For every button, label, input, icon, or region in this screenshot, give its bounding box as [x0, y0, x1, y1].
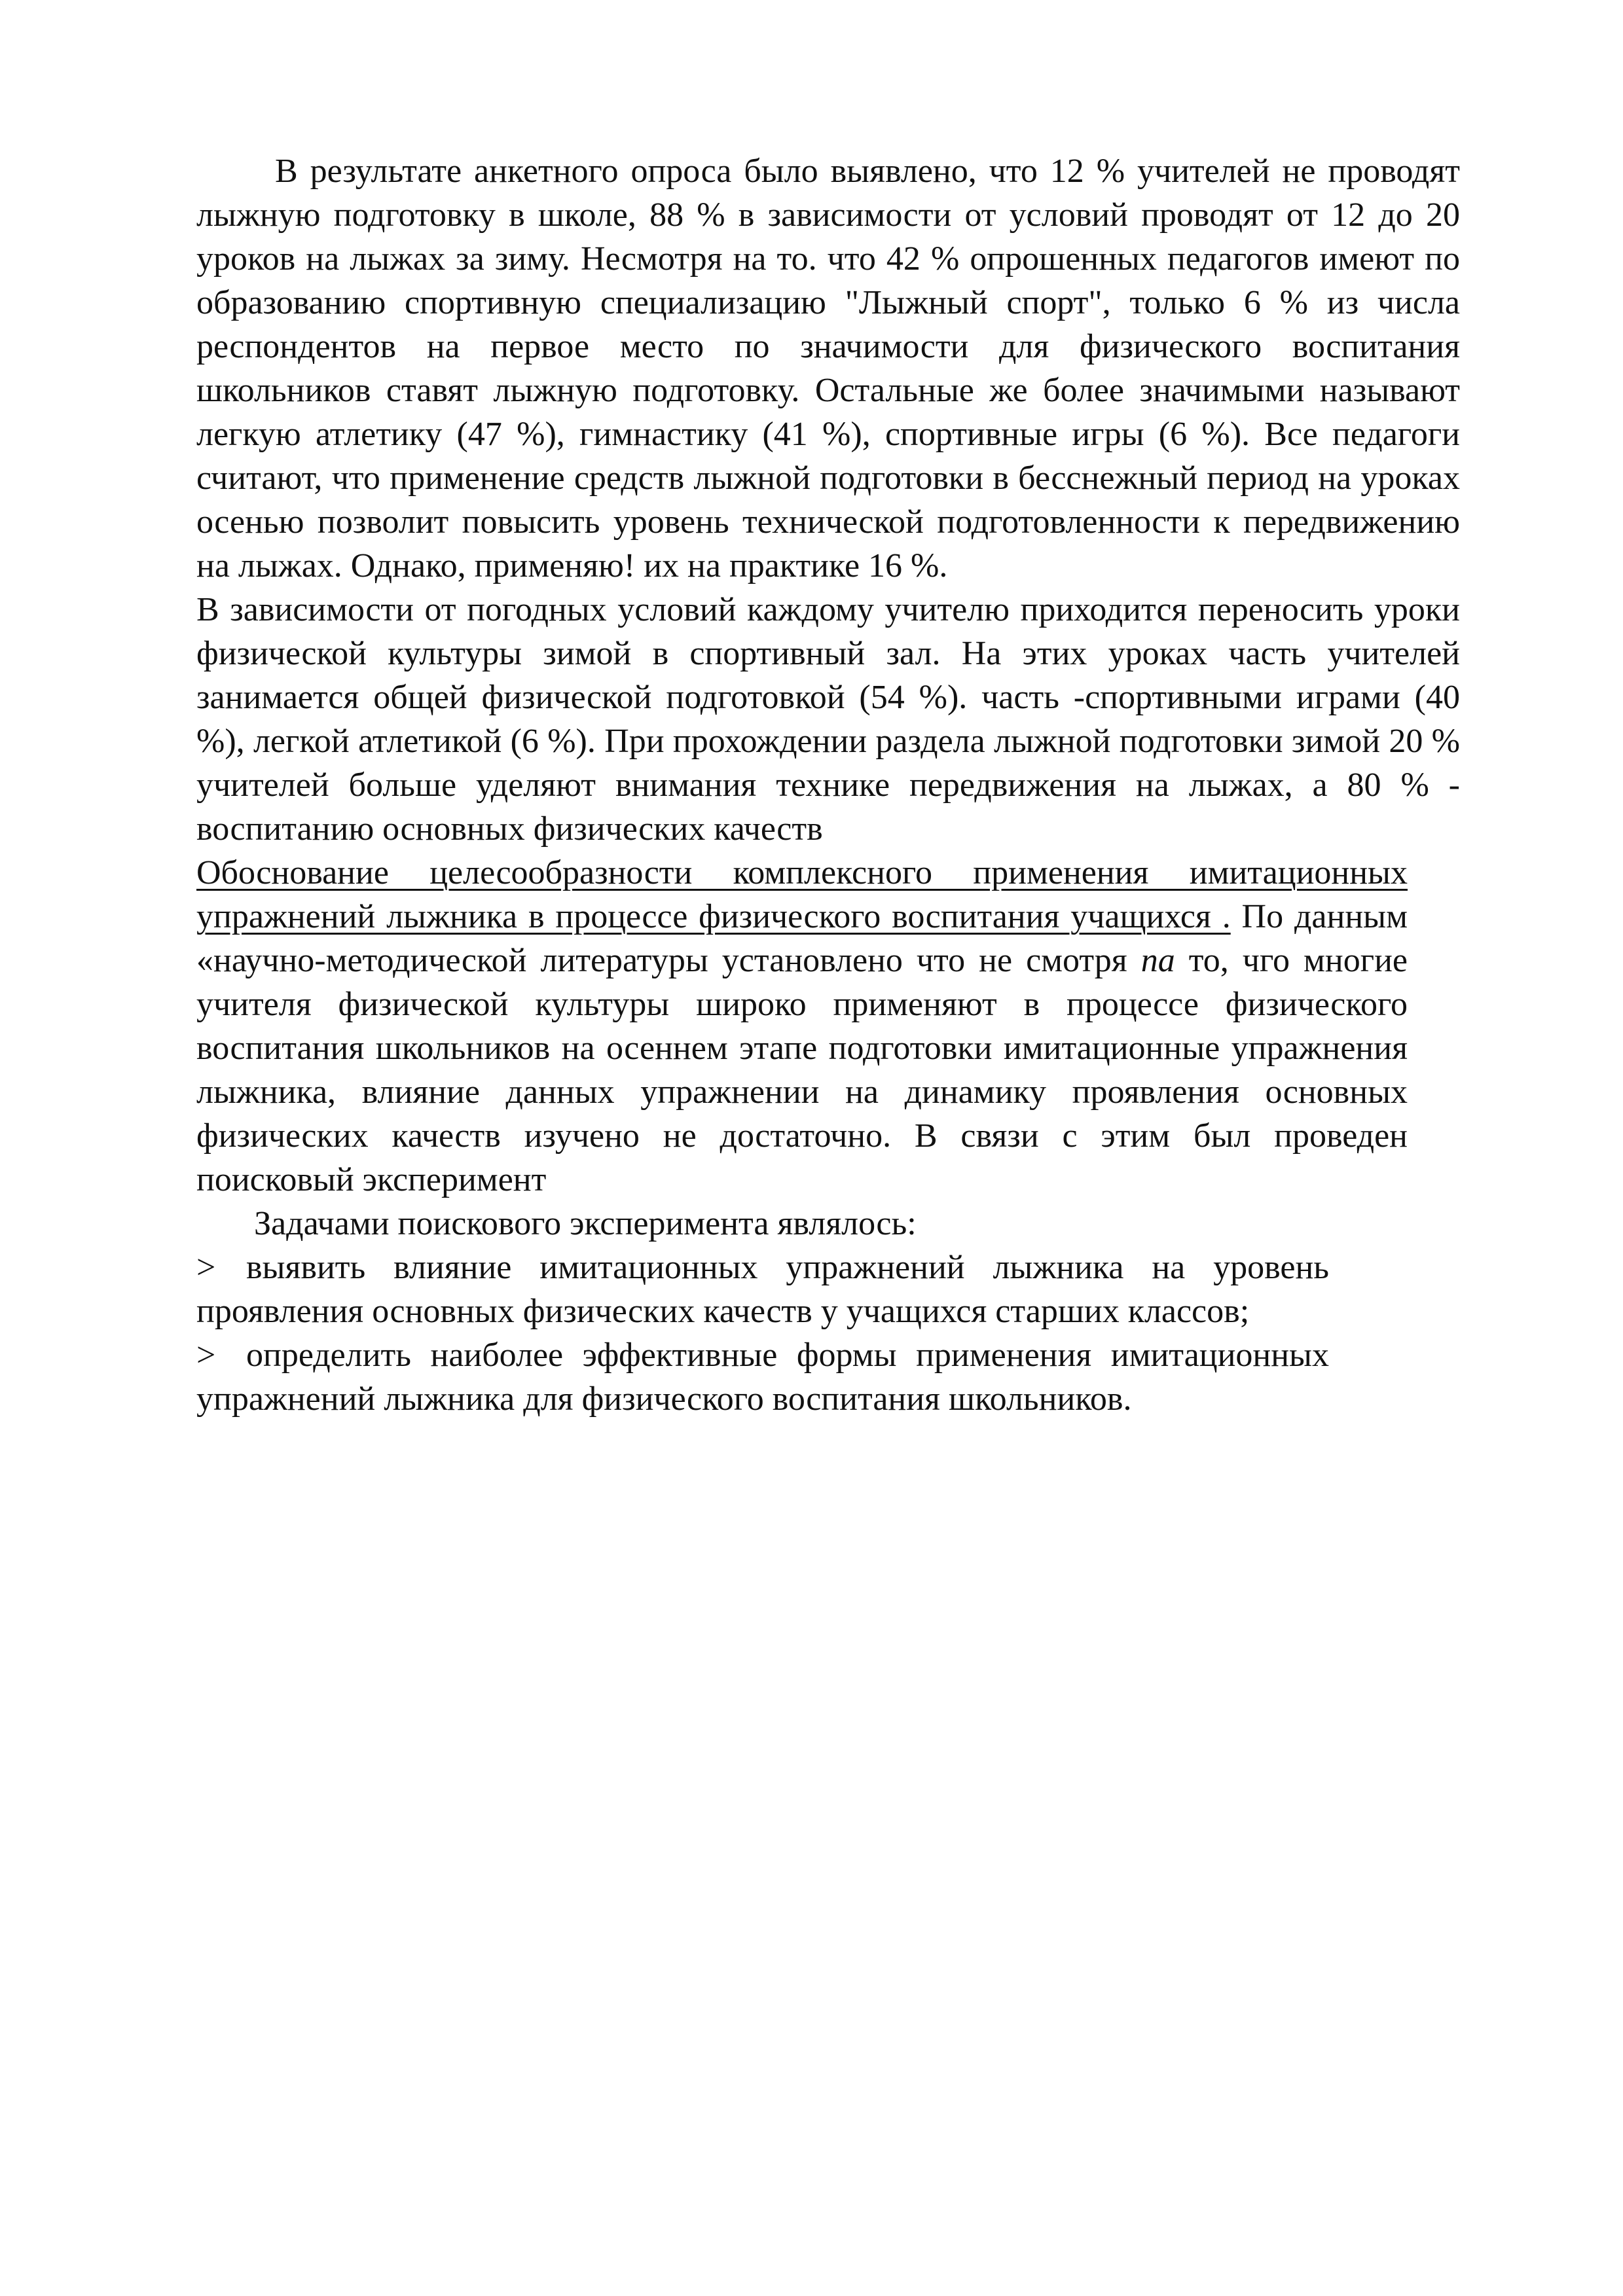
rationale-paragraph	[196, 851, 1408, 1202]
rationale-text-part-2: то, чго многие учителя физической культуры широко применяют в процессе физического воспитания школьников на осеннем этапе подготовки имитационные упражнения лыжника, влияние данных упражнении на динамику проявления основных физических качеств изучено не достаточно. В связи с этим был проведен поисковый эксперимент	[196, 942, 1408, 1198]
rationale-text-part-1: По данным «научно-методической литературы установлено что не смотря	[196, 898, 1408, 979]
task-2-text: определить наиболее эффективные формы применения имитационных упражнений лыжника для физического воспитания школьников.	[196, 1336, 1329, 1418]
section-heading: Обоснование целесообразности комплексного применения имитационных упражнений лыжника в процессе физического воспитания учащихся .	[196, 854, 1408, 935]
task-1-text: выявить влияние имитационных упражнений лыжника на уровень проявления основных физических качеств у учащихся старших классов;	[196, 1249, 1329, 1330]
document-body	[196, 149, 1460, 1421]
survey-results-paragraph: В результате анкетного опроса было выявлено, что 12 % учителей не проводят лыжную подготовку в школе, 88 % в зависимости от условий проводят от 12 до 20 уроков на лыжах за зиму. Несмотря на то. что 42 % опрошенных педагогов имеют по образованию спортивную специализацию "Лыжный спорт", только 6 % из числа респондентов на первое место по значимости для физического воспитания школьников ставят лыжную подготовку. Остальные же более значимыми называют легкую атлетику (47 %), гимнастику (41 %), спортивные игры (6 %). Все педагоги считают, что применение средств лыжной подготовки в бесснежный период на уроках осенью позволит повысить уровень технической подготовленности к передвижению на лыжах. Однако, применяю! их на практике 16 %.	[196, 152, 1460, 584]
list-marker-icon: >	[196, 1336, 216, 1374]
rationale-italic-word: па	[1140, 942, 1175, 979]
list-item	[196, 1333, 1329, 1421]
list-item	[196, 1246, 1329, 1333]
list-marker-icon: >	[196, 1249, 216, 1286]
tasks-title: Задачами поискового эксперимента являлось:	[254, 1205, 917, 1242]
weather-conditions-paragraph: В зависимости от погодных условий каждому учителю приходится переносить уроки физической культуры зимой в спортивный зал. На этих уроках часть учителей занимается общей физической подготовкой (54 %). часть -спортивными играми (40 %), легкой атлетикой (6 %). При прохождении раздела лыжной подготовки зимой 20 % учителей больше уделяют внимания технике передвижения на лыжах, а 80 % - воспитанию основных физических качеств	[196, 591, 1460, 848]
